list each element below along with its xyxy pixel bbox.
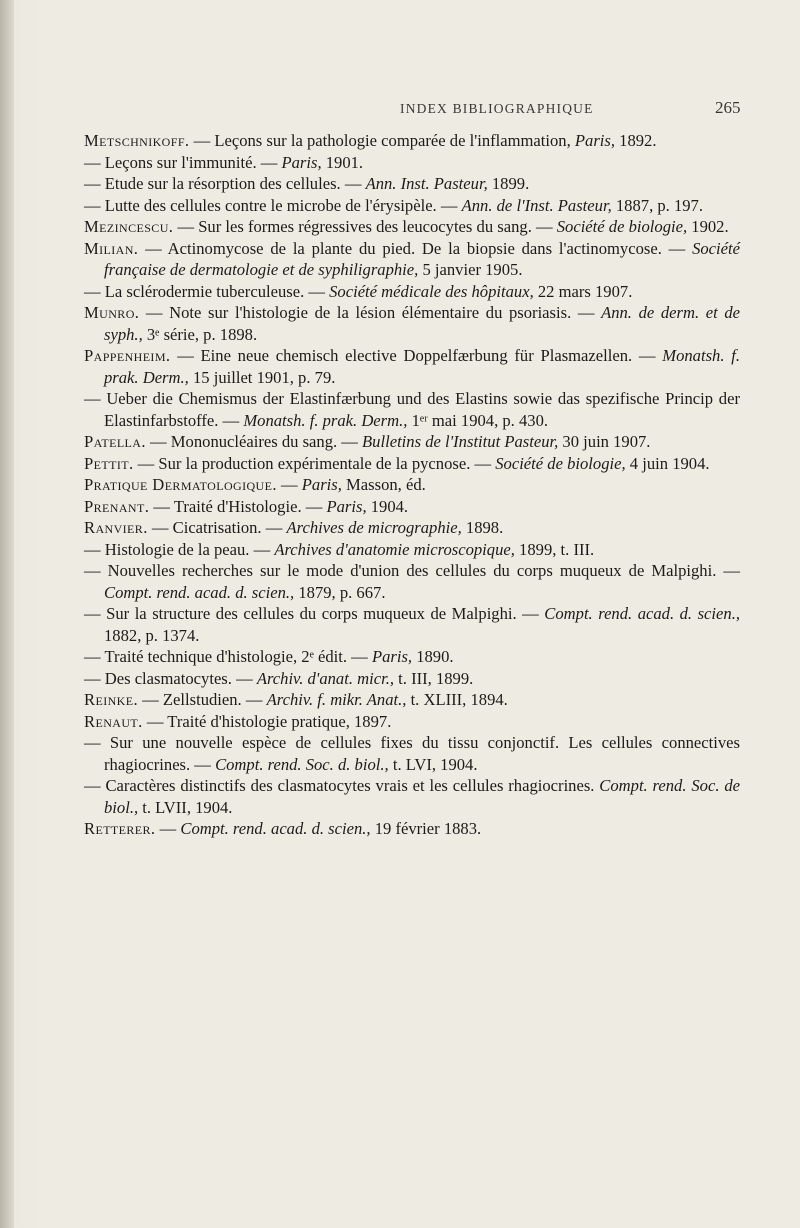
entry-source: Archives de micrographie, — [286, 518, 462, 537]
entry-text: 1882, p. 1374. — [104, 625, 200, 645]
entry-text: 1899. — [487, 174, 530, 193]
entry-author: Renaut. — [84, 711, 143, 731]
entry-author: Reinke. — [84, 690, 139, 709]
bibliography-entry — [84, 732, 740, 775]
entry-text: — Traité d'histologie pratique, 1897. — [142, 711, 392, 731]
bibliography-entry — [84, 130, 740, 152]
entry-source: Compt. rend. Soc. d. biol., — [215, 754, 389, 774]
entry-source: Monatsh. f. prak. Derm., — [104, 346, 740, 387]
entry-author: Pappenheim. — [84, 346, 171, 365]
entry-source: Ann. de derm. et de syph., — [104, 303, 740, 344]
entry-text: 1901. — [321, 152, 364, 172]
running-head — [0, 98, 800, 121]
entry-text: 5 janvier 1905. — [418, 260, 523, 279]
entry-text: 1892. — [615, 131, 657, 150]
page-number: 265 — [715, 98, 741, 117]
bibliography-entry — [84, 603, 740, 646]
bibliography-entry — [84, 689, 740, 711]
bibliography-entry — [84, 388, 740, 431]
entry-author: Mezincescu. — [84, 217, 174, 236]
entry-source: Paris, — [574, 131, 616, 150]
entry-source: Société française de dermatologie et de syphiligraphie, — [104, 238, 740, 279]
entry-source: Archives d'anatomie microscopique, — [274, 539, 515, 559]
entry-author: Metschnikoff. — [84, 131, 190, 150]
entry-source: Société médicale des hôpitaux, — [329, 281, 534, 301]
entry-source: Société de biologie, — [495, 453, 626, 473]
entry-source: Archiv. d'anat. micr., — [256, 668, 395, 688]
bibliography-entry — [84, 453, 740, 475]
entry-source: Ann. de l'Inst. Pasteur, — [461, 195, 612, 215]
bibliography-entry — [84, 302, 740, 345]
entry-source: Compt. rend. acad. d. scien., — [544, 604, 740, 623]
entry-source: Paris, — [301, 475, 342, 494]
bibliography-entry — [84, 195, 740, 217]
entry-text: 1902. — [687, 217, 729, 236]
entry-text: 19 février 1883. — [370, 819, 482, 838]
bibliography-entry — [84, 173, 740, 195]
bibliography-entry — [84, 517, 740, 539]
entry-source: Compt. rend. Soc. de biol., — [104, 776, 740, 817]
entry-text: t. III, 1899. — [394, 668, 474, 688]
bibliography-entry — [84, 668, 740, 690]
entry-text: — Leçons sur la pathologie comparée de l'inflammation, — [189, 131, 575, 150]
entry-source: Compt. rend. acad. d. scien., — [180, 819, 371, 838]
entry-text: 1904. — [366, 496, 409, 516]
entry-text: — Eine neue chemisch elective Doppelfærbung für Plasmazellen. — — [170, 346, 663, 365]
entry-text: — Mononucléaires du sang. — — [145, 432, 363, 451]
entry-text: 4 juin 1904. — [625, 453, 710, 473]
entry-text: — Zellstudien. — — [138, 690, 267, 709]
entry-text: — — [155, 819, 181, 838]
entry-text: — Cicatrisation. — — [147, 518, 287, 537]
entry-text: — Lutte des cellules contre le microbe de l'érysipèle. — — [84, 195, 462, 215]
entry-source: Société de biologie, — [556, 217, 688, 236]
entry-author: Pratique Dermatologique. — [84, 475, 277, 494]
entry-text: 1879, p. 667. — [294, 582, 386, 602]
entry-text: 30 juin 1907. — [558, 432, 651, 451]
entry-author: Patella. — [84, 432, 146, 451]
bibliography-entry — [84, 431, 740, 453]
bibliography-entry — [84, 818, 740, 840]
bibliography-list — [84, 130, 740, 840]
entry-author: Ranvier. — [84, 518, 148, 537]
running-head-title: INDEX BIBLIOGRAPHIQUE — [400, 101, 594, 116]
entry-text: — Histologie de la peau. — — [84, 539, 275, 559]
entry-author: Milian. — [84, 238, 139, 258]
entry-source: Archiv. f. mikr. Anat., — [266, 690, 407, 709]
page-gutter-shadow — [0, 0, 14, 1228]
bibliography-entry — [84, 152, 740, 174]
bibliography-entry — [84, 474, 740, 496]
entry-text: — Traité d'Histologie. — — [149, 496, 327, 516]
entry-source: Paris, — [326, 496, 367, 516]
entry-text: 3ᵉ série, p. 1898. — [142, 324, 258, 344]
entry-text: — La sclérodermie tuberculeuse. — — [84, 281, 330, 301]
entry-text: 1ᵉʳ mai 1904, p. 430. — [407, 410, 549, 430]
entry-text: — Traité technique d'histologie, 2ᵉ édit. — — [84, 647, 372, 666]
entry-text: 15 juillet 1901, p. 79. — [188, 367, 336, 387]
entry-text: 1890. — [412, 647, 454, 666]
bibliography-entry — [84, 281, 740, 303]
bibliography-entry — [84, 238, 740, 281]
entry-text: — — [276, 475, 302, 494]
bibliography-entry — [84, 539, 740, 561]
entry-text: t. LVI, 1904. — [388, 754, 478, 774]
entry-text: t. LVII, 1904. — [138, 797, 233, 817]
entry-author: Retterer. — [84, 819, 156, 838]
entry-author: Pettit. — [84, 453, 134, 473]
entry-text: 1899, t. III. — [514, 539, 595, 559]
entry-text: — Sur la production expérimentale de la pycnose. — — [133, 453, 496, 473]
entry-source: Ann. Inst. Pasteur, — [365, 174, 488, 193]
bibliography-entry — [84, 345, 740, 388]
entry-text: — Sur une nouvelle espèce de cellules fixes du tissu conjonctif. Les cellules connectives rhagiocrines. — — [84, 733, 740, 774]
entry-text: 1898. — [461, 518, 504, 537]
entry-text: — Des clasmatocytes. — — [84, 668, 257, 688]
entry-text: Masson, éd. — [341, 475, 426, 494]
entry-source: Paris, — [281, 152, 322, 172]
bibliography-entry — [84, 711, 740, 733]
entry-source: Compt. rend. acad. d. scien., — [104, 582, 295, 602]
bibliography-entry — [84, 775, 740, 818]
entry-text: 22 mars 1907. — [533, 281, 633, 301]
bibliography-entry — [84, 496, 740, 518]
entry-text: — Actinomycose de la plante du pied. De la biopsie dans l'actinomycose. — — [138, 238, 693, 258]
entry-text: — Note sur l'histologie de la lésion élémentaire du psoriasis. — — [139, 303, 602, 322]
bibliography-entry — [84, 560, 740, 603]
entry-text: — Etude sur la résorption des cellules. — — [84, 174, 366, 193]
entry-text: 1887, p. 197. — [611, 195, 703, 215]
entry-text: — Caractères distinctifs des clasmatocytes vrais et les cellules rhagiocrines. — [84, 776, 600, 795]
entry-author: Prenant. — [84, 496, 150, 516]
bibliography-entry — [84, 216, 740, 238]
entry-text: — Ueber die Chemismus der Elastinfærbung und des Elastins sowie das spezifische Princip der Elastinfarbstoffe. — — [84, 389, 740, 430]
entry-text: — Sur les formes régressives des leucocytes du sang. — — [173, 217, 557, 236]
entry-text: — Leçons sur l'immunité. — — [84, 152, 282, 172]
entry-source: Monatsh. f. prak. Derm., — [243, 410, 408, 430]
bibliography-entry — [84, 646, 740, 668]
entry-source: Bulletins de l'Institut Pasteur, — [362, 432, 559, 451]
entry-source: Paris, — [371, 647, 413, 666]
entry-text: — Nouvelles recherches sur le mode d'union des cellules du corps muqueux de Malpighi. — — [84, 561, 740, 580]
entry-author: Munro. — [84, 303, 140, 322]
entry-text: — Sur la structure des cellules du corps muqueux de Malpighi. — — [84, 604, 545, 623]
entry-text: t. XLIII, 1894. — [406, 690, 508, 709]
